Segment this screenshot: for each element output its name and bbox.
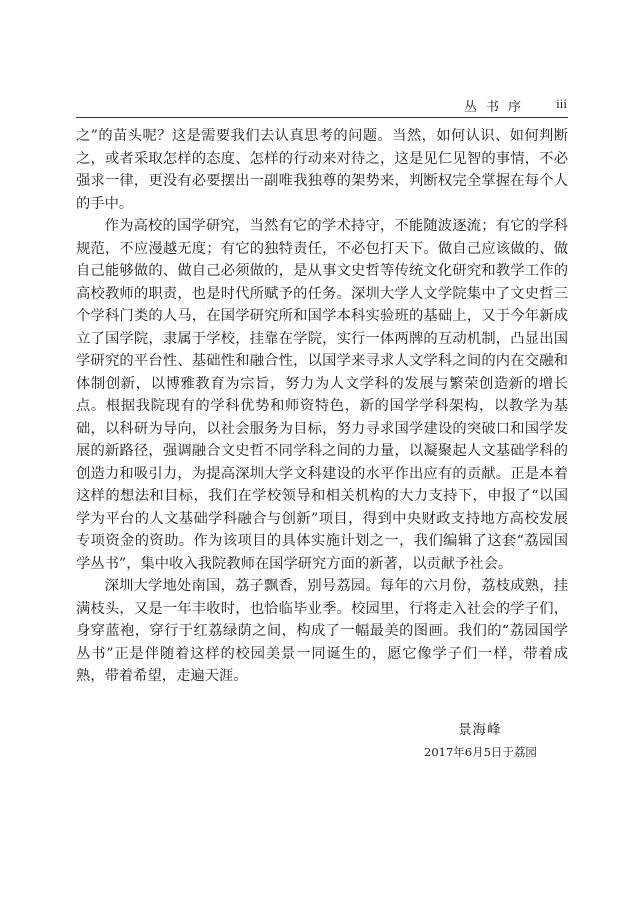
- page-number: iii: [556, 96, 567, 111]
- body-text: [76, 125, 568, 688]
- paragraph-guoxue-research: 作为高校的国学研究，当然有它的学术持守，不能随波逐流；有它的学科规范，不应漫越无度；有它的独特责任，不必包打天下。做自己应该做的、做自己能够做的、做自己必须做的，是从事文史哲等传统文化研究和教学工作的高校教师的职责，也是时代所赋予的任务。深圳大学人文学院集中了文史哲三个学科门类的人马，在国学研究所和国学本科实验班的基础上，又于今年新成立了国学院，隶属于学校，挂靠在学院，实行一体两牌的互动机制，凸显出国学研究的平台性、基础性和融合性，以国学来寻求人文学科之间的内在交融和体制创新，以博雅教育为宗旨，努力为人文学科的发展与繁荣创造新的增长点。根据我院现有的学科优势和师资特色，新的国学学科架构，以教学为基础，以科研为导向，以社会服务为目标，努力寻求国学建设的突破口和国学发展的新路径，强调融合文史哲不同学科之间的力量，以凝聚起人文基础学科的创造力和吸引力，为提高深圳大学文科建设的水平作出应有的贡献。正是本着这样的想法和目标，我们在学校领导和相关机构的大力支持下，申报了“以国学为平台的人文基础学科融合与创新”项目，得到中央财政支持地方高校发展专项资金的资助。作为该项目的具体实施计划之一，我们编辑了这套“荔园国学丛书”，集中收入我院教师在国学研究方面的新著，以贡献予社会。: [76, 218, 568, 572]
- running-header: [76, 95, 568, 118]
- paragraph-continued: 之”的苗头呢？这是需要我们去认真思考的问题。当然，如何认识、如何判断之，或者采取怎样的态度、怎样的行动来对待之，这是见仁见智的事情，不必强求一律，更没有必要摆出一副唯我独尊的架势来，判断权完全掌握在每个人的手中。: [76, 128, 568, 212]
- paragraph-liyuan: 深圳大学地处南国，荔子飘香，别号荔园。每年的六月份，荔枝成熟，挂满枝头，又是一年丰收时，也恰临毕业季。校园里，行将走入社会的学子们，身穿蓝袍，穿行于红荔绿荫之间，构成了一幅最美的图画。我们的“荔园国学丛书”正是伴随着这样的校园美景一同诞生的，愿它像学子们一样，带着成熟，带着希望，走遍天涯。: [76, 578, 568, 684]
- signature-date: 2017年6月5日于荔园: [424, 745, 537, 759]
- author-signature: 景海峰: [458, 722, 502, 738]
- running-title: 丛书序: [463, 100, 530, 115]
